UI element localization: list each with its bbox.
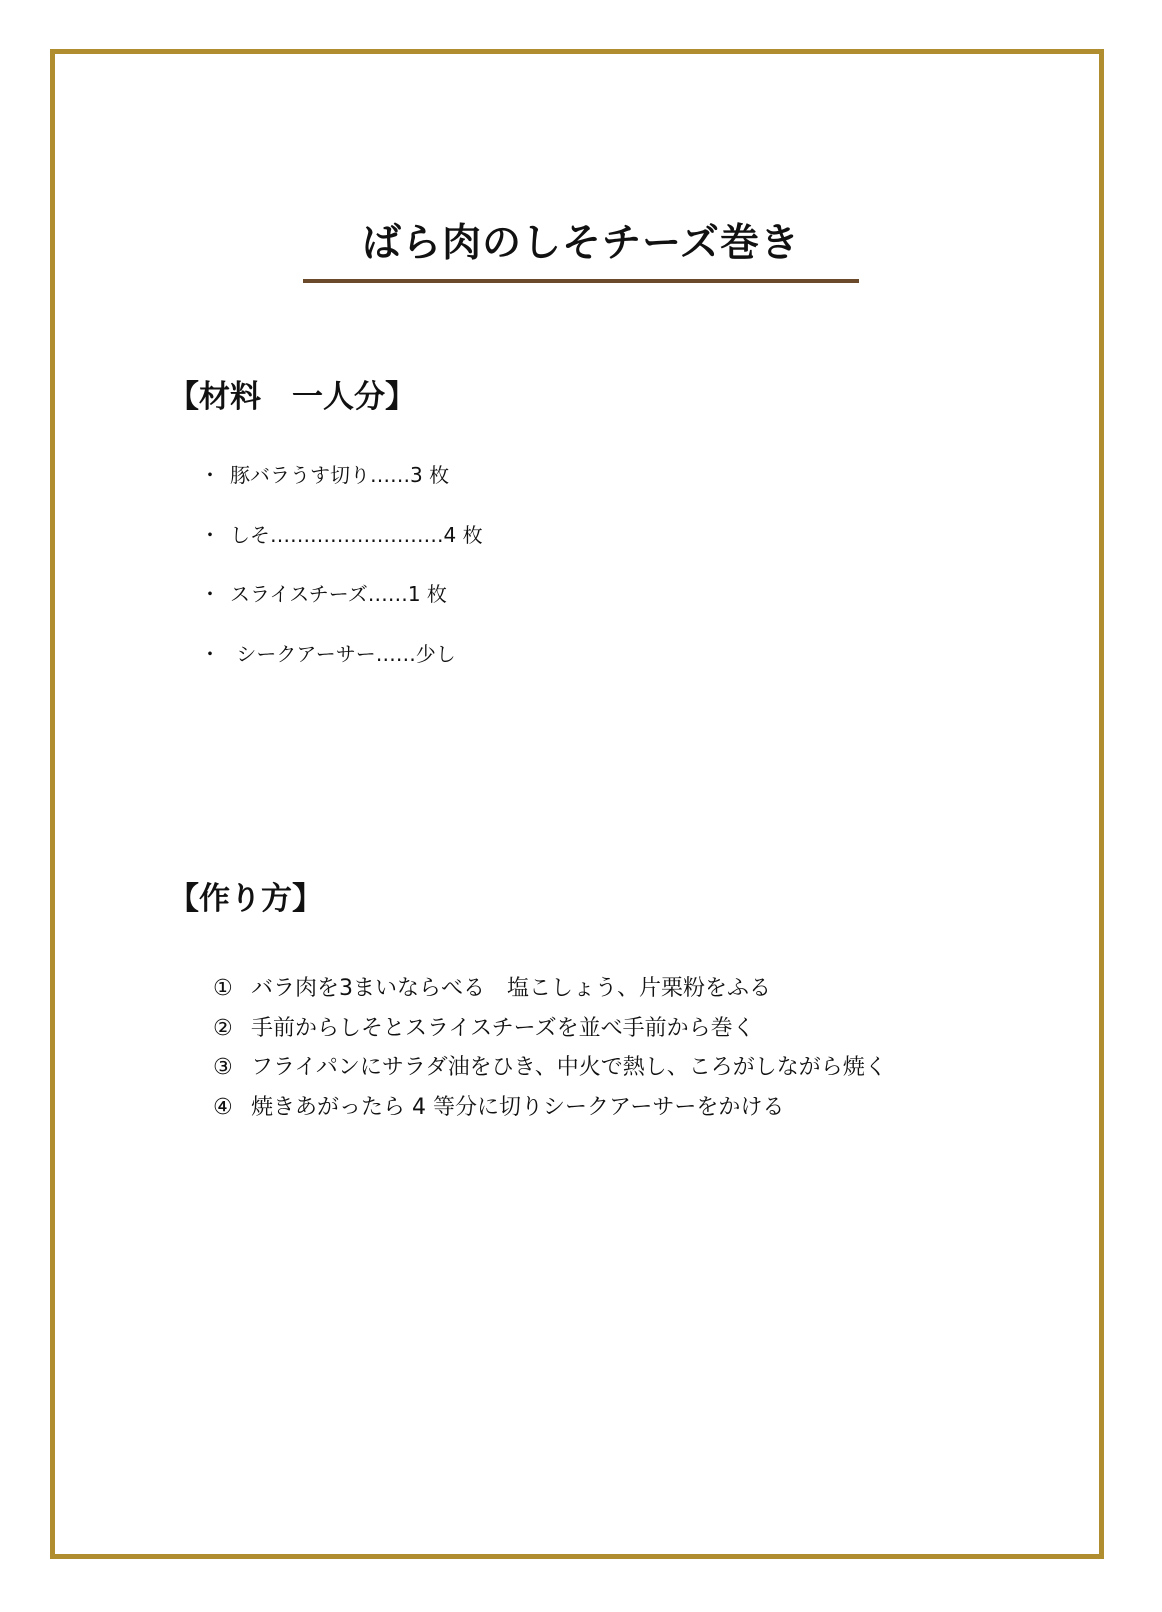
bullet-point: ・ <box>200 522 220 547</box>
step-item <box>213 1094 887 1134</box>
step-text: フライパンにサラダ油をひき、中火で熱し、ころがしながら焼く <box>251 1055 887 1080</box>
step-item <box>213 1015 887 1055</box>
ingredient-item <box>200 462 483 522</box>
step-number: ① <box>213 976 233 1001</box>
step-item <box>213 975 887 1015</box>
method-heading: 【作り方】 <box>168 881 323 917</box>
ingredients-list <box>200 462 483 700</box>
bullet-point: ・ <box>200 582 220 606</box>
bullet-point: ・ <box>200 463 220 487</box>
bullet-point: ・ <box>200 641 220 666</box>
step-text: 手前からしそとスライスチーズを並べ手前から巻く <box>251 1015 755 1041</box>
step-text: バラ肉を3まいならべる 塩こしょう、片栗粉をふる <box>251 976 771 1001</box>
ingredient-item <box>200 581 483 641</box>
ingredients-heading: 【材料 一人分】 <box>168 379 416 415</box>
step-number: ④ <box>213 1094 233 1120</box>
recipe-title: ばら肉のしそチーズ巻き <box>361 221 801 266</box>
step-item <box>213 1054 887 1094</box>
page-border <box>50 49 1104 1559</box>
ingredient-text: スライスチーズ‥‥‥1 枚 <box>230 582 447 606</box>
step-number: ② <box>213 1015 233 1041</box>
ingredient-text: しそ‥‥‥‥‥‥‥‥‥‥‥‥‥4 枚 <box>230 522 483 547</box>
step-text: 焼きあがったら 4 等分に切りシークアーサーをかける <box>251 1094 785 1120</box>
steps-list <box>213 975 887 1133</box>
ingredient-text: シークアーサー‥‥‥少し <box>230 641 456 666</box>
ingredient-item <box>200 522 483 582</box>
step-number: ③ <box>213 1055 233 1080</box>
ingredient-text: 豚バラうす切り‥‥‥3 枚 <box>230 463 450 487</box>
ingredient-item <box>200 641 483 701</box>
title-underline <box>303 279 859 283</box>
